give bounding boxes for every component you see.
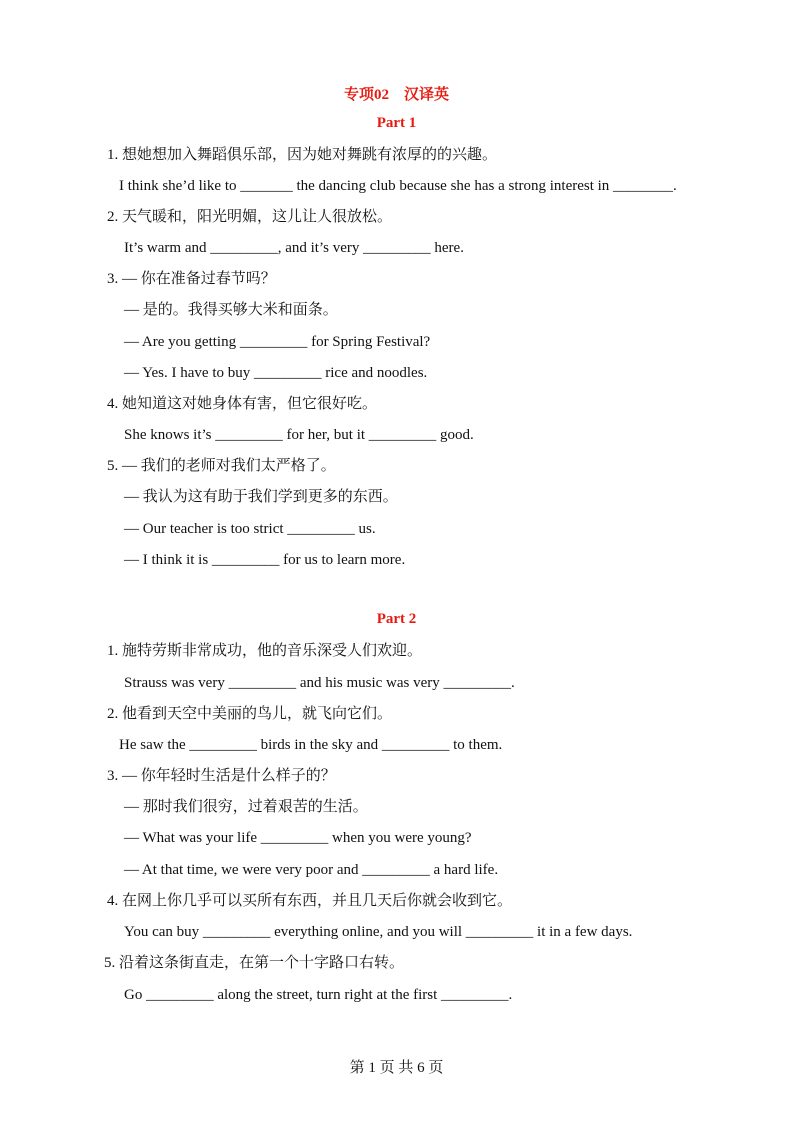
p1-q5-chinese-a: 5. — 我们的老师对我们太严格了。	[107, 458, 336, 474]
p1-q5-chinese-b: — 我认为这有助于我们学到更多的东西。	[124, 489, 398, 505]
p1-q4-chinese: 4. 她知道这对她身体有害，但它很好吃。	[107, 396, 378, 412]
page-title: 专项02 汉译英	[343, 87, 449, 103]
p2-q5-chinese: 5. 沿着这条街直走，在第一个十字路口右转。	[104, 955, 405, 971]
p2-q1-chinese: 1. 施特劳斯非常成功，他的音乐深受人们欢迎。	[107, 643, 423, 659]
p2-q2-chinese: 2. 他看到天空中美丽的鸟儿，就飞向它们。	[107, 706, 393, 722]
p2-q3-english-b: — At that time, we were very poor and _________ a hard life.	[124, 862, 499, 878]
p2-q3-chinese-b: — 那时我们很穷，过着艰苦的生活。	[124, 799, 368, 815]
p1-q3-chinese-b: — 是的。我得买够大米和面条。	[124, 302, 338, 318]
p2-q3-chinese-a: 3. — 你年轻时生活是什么样子的？	[107, 768, 336, 784]
p1-q2-english: It’s warm and _________, and it’s very _________ here.	[124, 240, 464, 256]
part-1-heading: Part 1	[376, 115, 417, 131]
p1-q3-english-a: — Are you getting _________ for Spring Festival?	[124, 334, 431, 350]
p1-q3-english-b: — Yes. I have to buy _________ rice and noodles.	[124, 365, 428, 381]
p2-q2-english: He saw the _________ birds in the sky and _________ to them.	[119, 737, 503, 753]
part-2-heading: Part 2	[376, 611, 417, 627]
p2-q5-english: Go _________ along the street, turn right at the first _________.	[124, 987, 513, 1003]
p2-q4-english: You can buy _________ everything online, and you will _________ it in a few days.	[124, 924, 633, 940]
p2-q1-english: Strauss was very _________ and his music was very _________.	[124, 675, 515, 691]
p2-q4-chinese: 4. 在网上你几乎可以买所有东西，并且几天后你就会收到它。	[107, 893, 513, 909]
p1-q4-english: She knows it’s _________ for her, but it _________ good.	[124, 427, 474, 443]
p1-q5-english-a: — Our teacher is too strict _________ us.	[124, 521, 376, 537]
p1-q5-english-b: — I think it is _________ for us to learn more.	[124, 552, 406, 568]
p1-q1-chinese: 1. 想她想加入舞蹈俱乐部，因为她对舞跳有浓厚的的兴趣。	[107, 147, 498, 163]
p1-q2-chinese: 2. 天气暖和，阳光明媚，这儿让人很放松。	[107, 209, 393, 225]
p1-q3-chinese-a: 3. — 你在准备过春节吗？	[107, 271, 276, 287]
p1-q1-english: I think she’d like to _______ the dancing club because she has a strong interest in ________.	[119, 178, 677, 194]
p2-q3-english-a: — What was your life _________ when you were young?	[124, 830, 472, 846]
page-footer: 第 1 页 共 6 页	[349, 1060, 444, 1076]
